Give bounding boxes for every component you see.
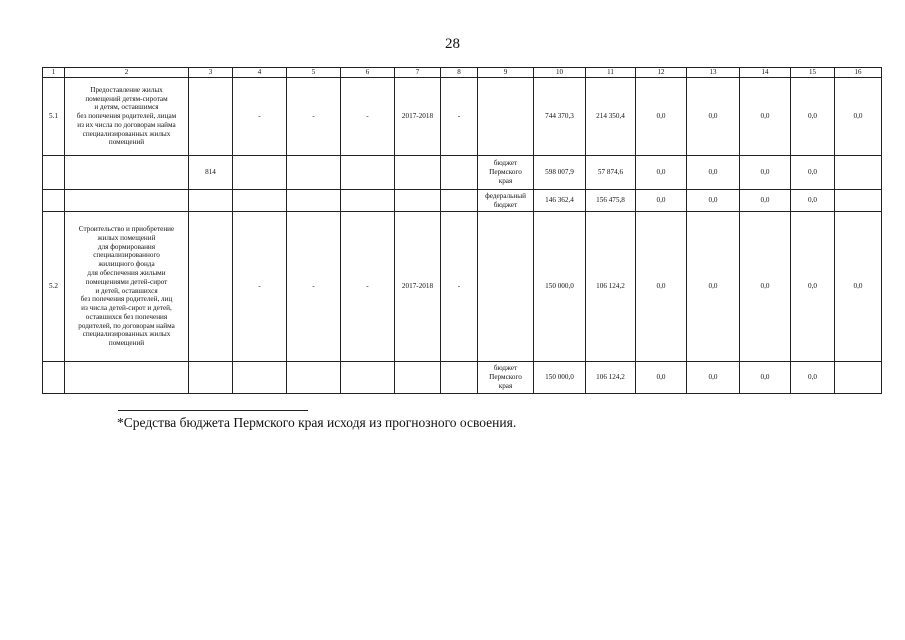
cell [395, 190, 441, 212]
value-cell: 0,0 [835, 212, 882, 362]
cell: - [233, 212, 287, 362]
cell [341, 190, 395, 212]
header-cell: 9 [478, 68, 534, 78]
value-cell: 0,0 [791, 362, 835, 394]
cell: - [287, 78, 341, 156]
value-cell: 150 000,0 [534, 362, 586, 394]
header-cell: 15 [791, 68, 835, 78]
value-cell: 0,0 [791, 156, 835, 190]
header-cell: 6 [341, 68, 395, 78]
header-cell: 11 [586, 68, 636, 78]
value-cell: 0,0 [740, 78, 791, 156]
table-row-5-1 [43, 78, 882, 156]
cell: - [441, 212, 478, 362]
header-cell: 2 [65, 68, 189, 78]
cell [835, 156, 882, 190]
value-cell: 0,0 [687, 362, 740, 394]
cell [43, 362, 65, 394]
header-cell: 3 [189, 68, 233, 78]
value-cell: 0,0 [687, 212, 740, 362]
value-cell: 0,0 [740, 362, 791, 394]
cell: - [341, 212, 395, 362]
cell [233, 156, 287, 190]
row-number: 5.2 [43, 212, 65, 362]
header-cell: 7 [395, 68, 441, 78]
cell [441, 190, 478, 212]
cell [287, 190, 341, 212]
cell [835, 190, 882, 212]
code-cell: 814 [189, 156, 233, 190]
value-cell: 156 475,8 [586, 190, 636, 212]
value-cell: 744 370,3 [534, 78, 586, 156]
value-cell: 0,0 [835, 78, 882, 156]
page-number: 28 [445, 36, 460, 52]
header-cell: 10 [534, 68, 586, 78]
cell [189, 190, 233, 212]
cell [341, 156, 395, 190]
value-cell: 0,0 [636, 190, 687, 212]
table-row-5-1-regional [43, 156, 882, 190]
value-cell: 146 362,4 [534, 190, 586, 212]
value-cell: 0,0 [687, 156, 740, 190]
value-cell: 0,0 [636, 156, 687, 190]
header-cell: 8 [441, 68, 478, 78]
value-cell: 214 350,4 [586, 78, 636, 156]
footnote: *Средства бюджета Пермского края исходя из прогнозного освоения. [117, 415, 517, 430]
cell [287, 156, 341, 190]
header-cell: 13 [687, 68, 740, 78]
header-cell: 1 [43, 68, 65, 78]
cell [43, 156, 65, 190]
value-cell: 0,0 [636, 78, 687, 156]
cell [65, 156, 189, 190]
value-cell: 0,0 [740, 212, 791, 362]
source-cell: федеральный бюджет [478, 190, 534, 212]
value-cell: 0,0 [791, 78, 835, 156]
cell [395, 362, 441, 394]
value-cell: 150 000,0 [534, 212, 586, 362]
cell [43, 190, 65, 212]
value-cell: 0,0 [636, 362, 687, 394]
table-row-5-1-federal [43, 190, 882, 212]
cell [287, 362, 341, 394]
cell [189, 212, 233, 362]
period-cell: 2017-2018 [395, 78, 441, 156]
cell [441, 362, 478, 394]
cell [189, 362, 233, 394]
cell [233, 190, 287, 212]
row-description: Предоставление жилых помещений детям-сиротам и детям, оставшимся без попечения родителей, лицам из их числа по договорам найма специализированных жилых помещений [65, 78, 189, 156]
table-row-5-2-regional [43, 362, 882, 394]
value-cell: 0,0 [740, 190, 791, 212]
header-cell: 12 [636, 68, 687, 78]
value-cell: 106 124,2 [586, 362, 636, 394]
row-description: Строительство и приобретение жилых помещений для формирования специализированного жилищного фонда для обеспечения жилыми помещениями детей-сирот и детей, оставшихся без попечения родителей, лиц из числа детей-сирот и детей, оставшихся без попечения родителей, по договорам найма специализированных жилых помещений [65, 212, 189, 362]
value-cell: 0,0 [791, 212, 835, 362]
cell [341, 362, 395, 394]
table-header-row [43, 68, 882, 78]
cell [441, 156, 478, 190]
source-cell: бюджет Пермского края [478, 156, 534, 190]
value-cell: 0,0 [636, 212, 687, 362]
cell [189, 78, 233, 156]
cell: - [341, 78, 395, 156]
value-cell: 0,0 [740, 156, 791, 190]
row-number: 5.1 [43, 78, 65, 156]
value-cell: 106 124,2 [586, 212, 636, 362]
budget-table [42, 67, 882, 394]
cell: - [233, 78, 287, 156]
value-cell: 57 874,6 [586, 156, 636, 190]
cell [65, 190, 189, 212]
header-cell: 4 [233, 68, 287, 78]
header-cell: 16 [835, 68, 882, 78]
cell [478, 78, 534, 156]
header-cell: 14 [740, 68, 791, 78]
cell [233, 362, 287, 394]
value-cell: 0,0 [791, 190, 835, 212]
cell [395, 156, 441, 190]
cell: - [441, 78, 478, 156]
value-cell: 598 007,9 [534, 156, 586, 190]
header-cell: 5 [287, 68, 341, 78]
value-cell: 0,0 [687, 190, 740, 212]
period-cell: 2017-2018 [395, 212, 441, 362]
cell [65, 362, 189, 394]
value-cell: 0,0 [687, 78, 740, 156]
cell [835, 362, 882, 394]
cell [478, 212, 534, 362]
footnote-divider [118, 410, 308, 411]
table-row-5-2 [43, 212, 882, 362]
source-cell: бюджет Пермского края [478, 362, 534, 394]
cell: - [287, 212, 341, 362]
